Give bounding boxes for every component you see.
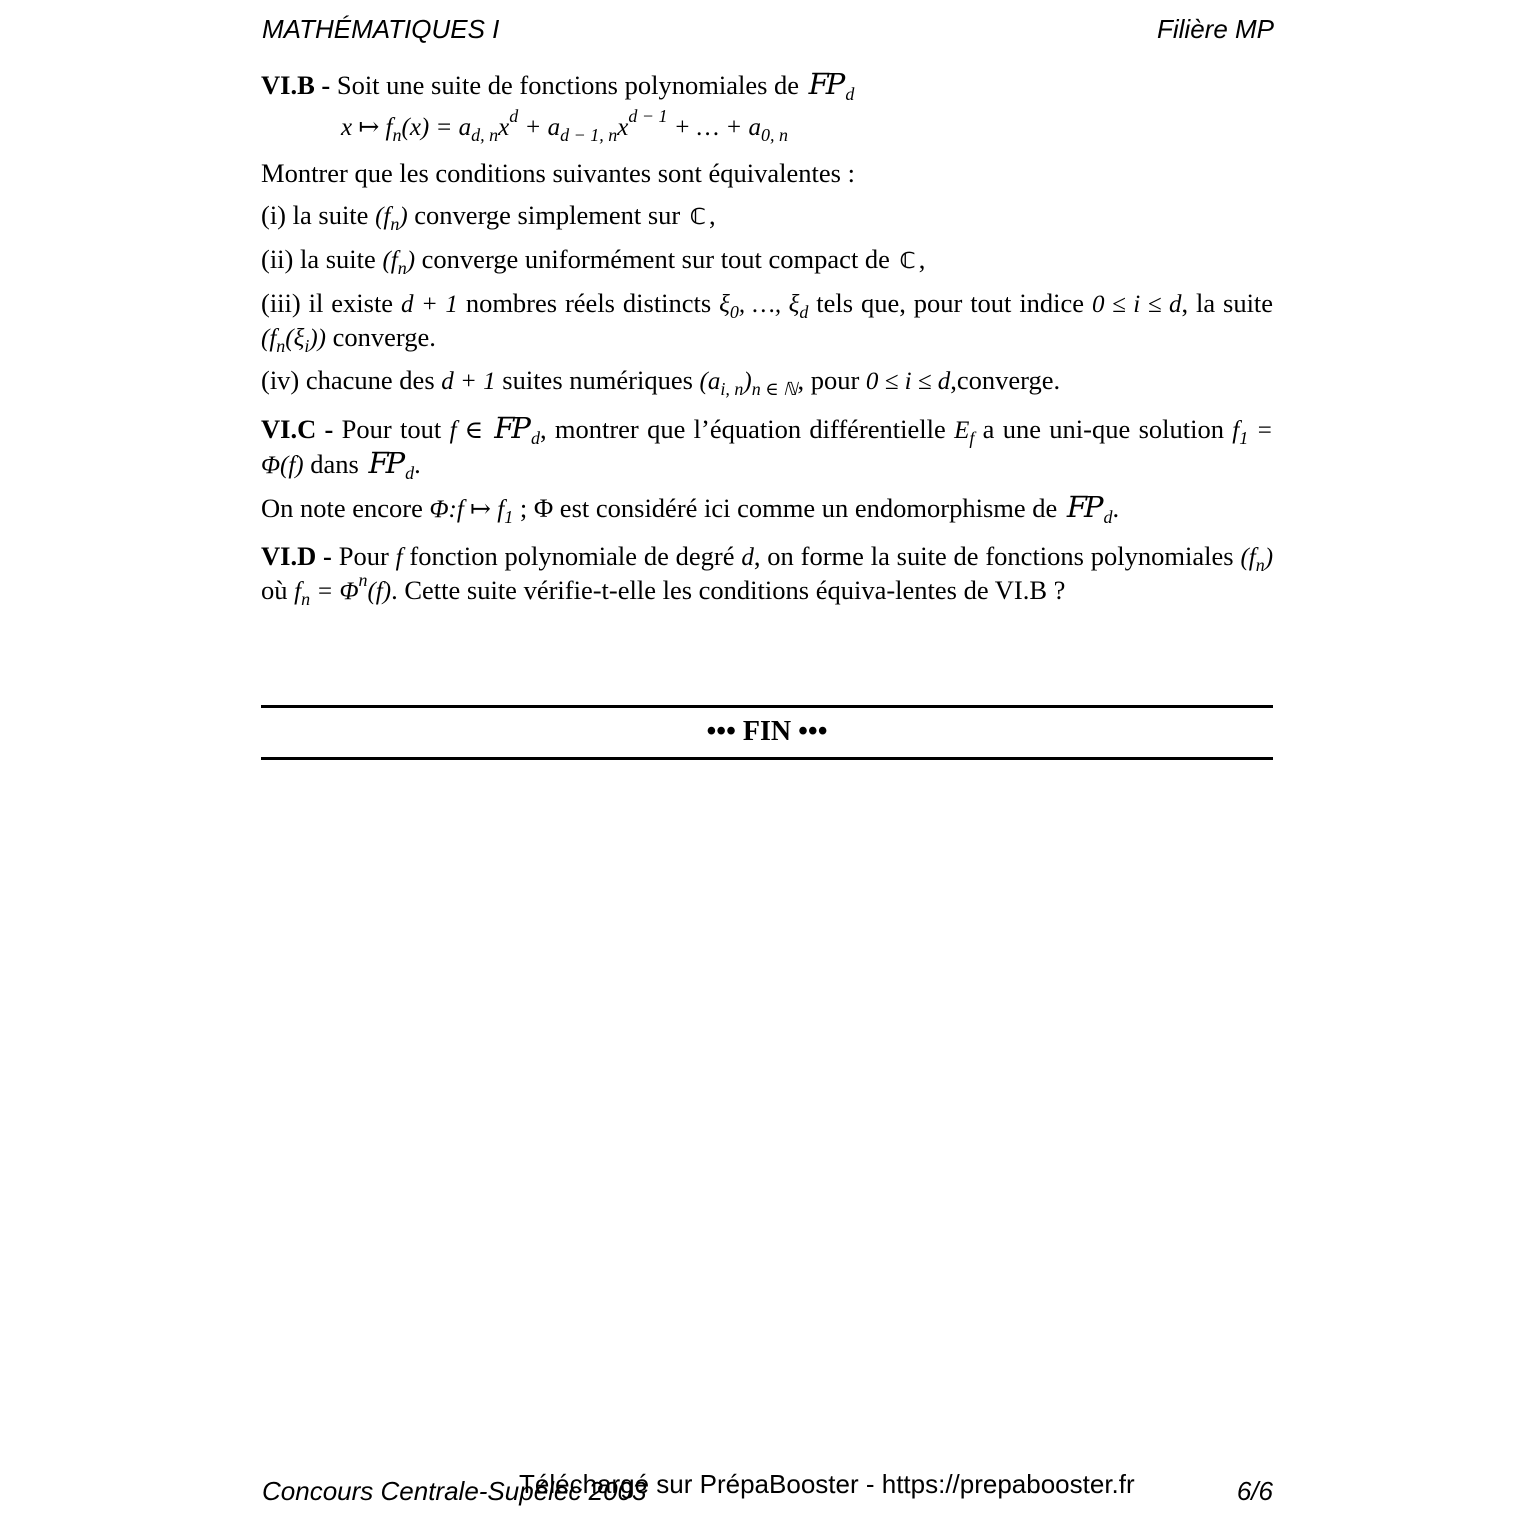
footer-contest: Concours Centrale-Supélec 2003 <box>262 1476 647 1506</box>
section-label: VI.B - <box>261 70 331 100</box>
section-label: VI.C - <box>261 414 334 444</box>
divider-top <box>261 705 1273 708</box>
footer-download-link[interactable]: Téléchargé sur PrépaBooster - https://prepabooster.fr <box>519 1469 1135 1499</box>
divider-bottom <box>261 757 1273 760</box>
montrer-text: Montrer que les conditions suivantes sont équivalentes : <box>261 158 855 188</box>
polynomial-formula: x ↦ $f_n(x) = a_{d, n}x^d + a_{d - 1, n}x^{d - 1}$ + … + $a_{0, n}$ <box>341 106 789 145</box>
condition-iv: (iv) chacune des d + 1 suites numériques $(a_{i, n})_{n \in ℕ}$, pour 0 ≤ i ≤ d,converge. <box>261 365 1061 399</box>
section-vid: VI.D - Pour f fonction polynomiale de degré d, on forme la suite de fonctions polynomiales $(f_n)$ où $f_n = \Phi^n(f)$. Cette suite vérifie-t-elle les conditions équiva-lentes de VI.B ? <box>261 541 1274 609</box>
section-vib-intro: VI.B - Soit une suite de fonctions polynomiales de FP $_d$ <box>261 67 855 104</box>
condition-i: (i) la suite $(f_n)$ converge simplement sur ℂ , <box>261 200 716 234</box>
condition-iii: (iii) il existe d + 1 nombres réels distincts $\xi_0$, …, $\xi_d$ tels que, pour tout indice 0 ≤ i ≤ d, la suite $(f_n(\xi_i))$ converge. <box>261 288 1274 356</box>
section-vic-note: On note encore Φ:f ↦ $f_1$ ; Φ est considéré ici comme un endomorphisme de FP $_d$. <box>261 490 1120 527</box>
fin-marker: ••• FIN ••• <box>706 716 828 747</box>
script-fp-symbol: FP <box>494 411 528 445</box>
header-subject: MATHÉMATIQUES I <box>262 14 500 44</box>
section-vic: VI.C - Pour tout f ∈ FP $_d$, montrer que l’équation différentielle $E_f$ a une uni-que solution $f_1 = \Phi(f)$ dans FP $_d$. <box>261 411 1274 483</box>
script-fp-symbol: FP <box>368 446 403 480</box>
complex-set-symbol: ℂ <box>899 249 916 274</box>
header-track: Filière MP <box>1156 14 1274 44</box>
condition-ii: (ii) la suite $(f_n)$ converge uniformément sur tout compact de ℂ , <box>261 244 926 278</box>
script-fp-symbol: FP <box>808 67 843 101</box>
footer-page-number: 6/6 <box>1236 1476 1273 1506</box>
section-label: VI.D - <box>261 541 332 571</box>
complex-set-symbol: ℂ <box>689 205 706 230</box>
document-body <box>261 68 1273 617</box>
script-fp-symbol: FP <box>1066 490 1101 524</box>
